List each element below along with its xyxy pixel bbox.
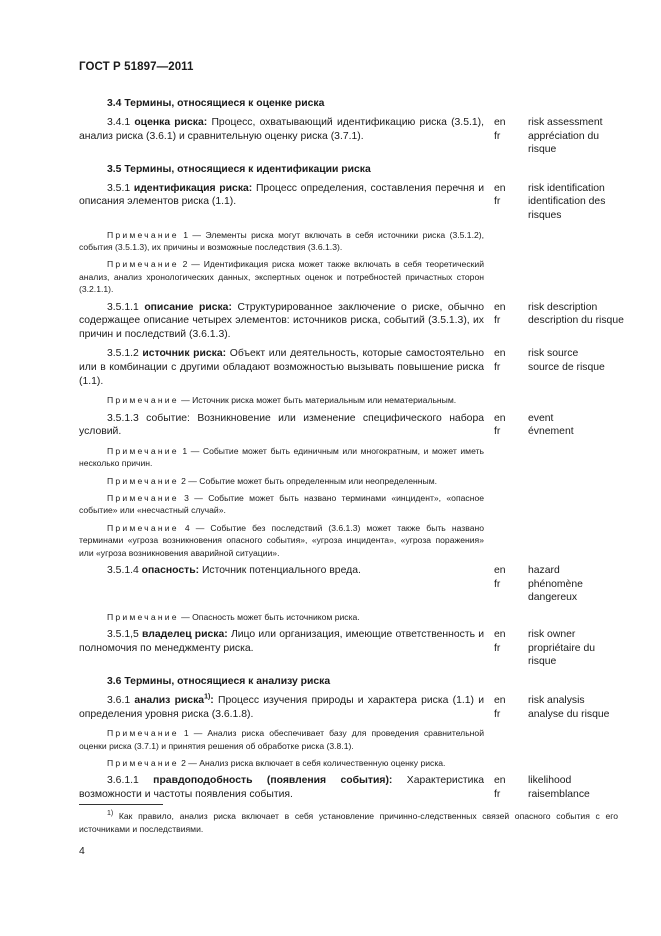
term-entry (79, 564, 624, 605)
equivalent-term: risk description (528, 301, 598, 313)
language-code: en (494, 412, 506, 424)
term-entry (79, 774, 624, 801)
equivalent-term: phénomène dangereux (528, 578, 583, 604)
equivalent-terms (528, 412, 624, 439)
equivalent-term: hazard (528, 565, 560, 576)
language-code: en (494, 694, 506, 706)
term-number: 3.5.1,5 (107, 629, 139, 641)
note (79, 475, 484, 487)
section-heading: 3.5 Термины, относящиеся к идентификации риска (107, 163, 371, 175)
note-text: 1 — Анализ риска обеспечивает базу для проведения сравнительной оценки риска (3.7.1) и принятия решения об обработке риска (3.8.1). (79, 728, 485, 751)
note-label: Примечание (107, 492, 179, 503)
footnote (79, 810, 618, 835)
term-name: событие: (146, 412, 190, 424)
equivalent-terms (528, 347, 624, 388)
equivalent-term: évnement (528, 426, 574, 438)
equivalent-term: risk owner (528, 629, 576, 641)
term-definition (79, 628, 484, 669)
term-definition (79, 347, 484, 388)
equivalent-terms (528, 774, 624, 801)
term-name: опасность: (141, 565, 200, 576)
term-definition (79, 694, 484, 721)
footnote-separator (79, 804, 163, 805)
equivalent-term: raisemblance (528, 788, 590, 800)
definition-text: Процесс, охватывающий идентификацию риска (3.5.1), анализ риска (3.6.1) и сравнительную оценку риска (3.7.1). (79, 117, 484, 142)
footnote-text: Как правило, анализ риска включает в себя установление причинно-следственных связей опасного события с его источниками и последствиями. (79, 811, 618, 834)
language-codes (484, 116, 528, 157)
language-code: fr (494, 196, 501, 208)
language-code: fr (494, 361, 501, 373)
note-label: Примечание (107, 728, 179, 739)
footnote-mark: 1) (107, 810, 114, 818)
term-number: 3.5.1.1 (107, 301, 139, 313)
definition-text: Структурированное заключение о риске, обычно содержащее описание четырех элементов: источников риска, событий (3.5.1.3), их причин и последствий (3.6.1.3). (79, 301, 485, 340)
term-definition (79, 564, 484, 605)
language-code: fr (494, 788, 501, 800)
note-label: Примечание (107, 395, 179, 406)
definition-text: Источник потенциального вреда. (201, 565, 361, 576)
equivalent-terms (528, 694, 624, 721)
note (79, 727, 484, 752)
equivalent-term: source de risque (528, 361, 605, 373)
note (79, 445, 484, 470)
section-heading: 3.4 Термины, относящиеся к оценке риска (107, 98, 325, 109)
definition-text: Лицо или организация, имеющие ответственность и полномочия по менеджменту риска. (79, 629, 484, 654)
equivalent-terms (528, 564, 624, 605)
term-name: правдоподобность (появления события): (153, 775, 393, 787)
language-code: fr (494, 708, 501, 720)
definition-text: Характеристика возможности и частоты появления события. (79, 775, 485, 800)
note (79, 229, 484, 254)
language-codes (484, 412, 528, 439)
language-codes (484, 347, 528, 388)
language-code: en (494, 348, 506, 360)
term-name: анализ риска (134, 694, 205, 706)
note-text: 2 — Событие может быть определенным или неопределенным. (181, 475, 438, 486)
term-definition (79, 412, 484, 439)
language-code: fr (494, 578, 501, 590)
document-body (79, 97, 624, 808)
note (79, 258, 484, 295)
term-name: оценка риска: (134, 117, 208, 128)
term-number: 3.6.1.1 (107, 775, 139, 787)
equivalent-term: risk assessment (528, 117, 603, 128)
term-entry (79, 182, 624, 223)
note-label: Примечание (107, 259, 179, 270)
language-code: en (494, 301, 506, 313)
term-colon: : (210, 694, 214, 706)
term-number: 3.4.1 (107, 117, 131, 128)
note-text: 2 — Идентификация риска может также включать в себя теоретический анализ, анализ хронологических данных, экспертных оценок и потребностей причастных сторон (3.2.1.1). (79, 259, 484, 295)
note-text: 2 — Анализ риска включает в себя количественную оценку риска. (181, 757, 446, 768)
equivalent-term: event (528, 412, 554, 424)
note-label: Примечание (107, 757, 179, 768)
language-codes (484, 694, 528, 721)
term-entry (79, 628, 624, 669)
language-code: en (494, 629, 506, 641)
term-entry (79, 301, 624, 342)
definition-text: Процесс изучения природы и характера риска (1.1) и определения уровня риска (3.6.1.8). (79, 694, 485, 720)
language-codes (484, 774, 528, 801)
definition-text: Объект или деятельность, которые самостоятельно или в комбинации с другими обладают возможностью вызывать повышение риска (1.1). (79, 348, 485, 387)
equivalent-term: description du risque (528, 315, 624, 327)
note-label: Примечание (107, 229, 179, 240)
language-codes (484, 564, 528, 605)
equivalent-terms (528, 628, 624, 669)
term-definition (79, 116, 484, 157)
note-label: Примечание (107, 475, 179, 486)
note (79, 522, 484, 559)
language-code: fr (494, 642, 501, 654)
term-entry (79, 347, 624, 388)
equivalent-terms (528, 301, 624, 342)
term-number: 3.5.1.2 (107, 348, 139, 360)
term-entry (79, 116, 624, 157)
note (79, 757, 484, 769)
language-code: en (494, 565, 506, 576)
term-number: 3.5.1 (107, 182, 131, 194)
note-text: 1 — Элементы риска могут включать в себя источники риска (3.5.1.2), события (3.5.1.3), их причины и возможные последствия (3.6.1.3). (79, 229, 484, 252)
term-definition (79, 301, 484, 342)
term-definition (79, 182, 484, 223)
term-number: 3.5.1.4 (107, 565, 139, 576)
term-entry (79, 694, 624, 721)
equivalent-term: likelihood (528, 775, 572, 787)
language-code: fr (494, 130, 501, 142)
note (79, 611, 484, 623)
note-label: Примечание (107, 522, 179, 533)
note-text: 1 — Событие может быть единичным или многократным, и может иметь несколько причин. (79, 445, 484, 469)
note-label: Примечание (107, 611, 179, 622)
term-name: идентификация риска: (133, 182, 253, 194)
note (79, 492, 484, 517)
language-code: en (494, 775, 506, 787)
definition-text: Возникновение или изменение специфического набора условий. (79, 412, 484, 438)
equivalent-term: risk analysis (528, 694, 585, 706)
language-code: fr (494, 426, 501, 438)
equivalent-term: risk source (528, 348, 579, 360)
language-codes (484, 301, 528, 342)
equivalent-term: appréciation du risque (528, 130, 600, 156)
language-codes (484, 182, 528, 223)
language-codes (484, 628, 528, 669)
note-text: — Опасность может быть источником риска. (181, 611, 360, 622)
equivalent-terms (528, 182, 624, 223)
term-name: источник риска: (142, 348, 227, 360)
equivalent-term: propriétaire du risque (528, 642, 596, 668)
page-number: 4 (79, 846, 85, 857)
equivalent-term: risk identification (528, 182, 605, 194)
section-heading: 3.6 Термины, относящиеся к анализу риска (107, 675, 331, 687)
term-definition (79, 774, 484, 801)
term-entry (79, 412, 624, 439)
equivalent-term: analyse du risque (528, 708, 610, 720)
note-text: — Источник риска может быть материальным или нематериальным. (181, 395, 457, 406)
note (79, 394, 484, 406)
note-label: Примечание (107, 445, 179, 456)
definition-text: Процесс определения, составления перечня и описания элементов риска (1.1). (79, 182, 485, 208)
page-header: ГОСТ Р 51897—2011 (79, 61, 194, 73)
language-code: en (494, 117, 506, 128)
note-text: 3 — Событие может быть названо терминами «инцидент», «опасное событие» или «несчастный случай». (79, 492, 484, 516)
equivalent-terms (528, 116, 624, 157)
term-number: 3.5.1.3 (107, 412, 139, 424)
language-code: fr (494, 315, 501, 327)
footnote-ref: 1) (204, 693, 211, 701)
term-name: владелец риска: (141, 629, 228, 641)
term-name: описание риска: (144, 301, 232, 313)
note-text: 4 — Событие без последствий (3.6.1.3) может также быть названо терминами «угроза возникновения опасного события», «угроза инцидента», «угроза поражения» или «угроза возникновения аварийной ситуации». (79, 522, 485, 558)
equivalent-term: identification des risques (528, 196, 606, 221)
term-number: 3.6.1 (107, 694, 131, 706)
language-code: en (494, 182, 506, 194)
